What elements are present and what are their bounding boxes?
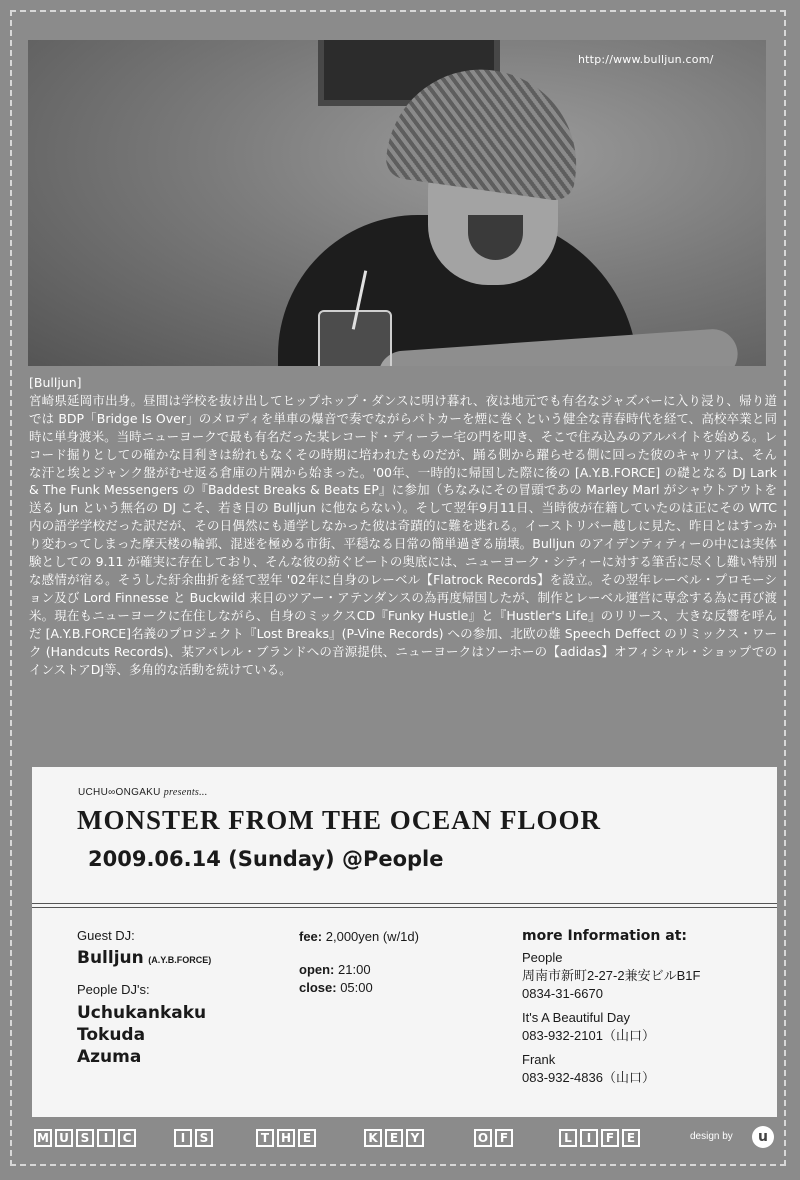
slogan-letter: M	[34, 1129, 52, 1147]
info-heading: more Information at:	[522, 928, 687, 944]
slogan-letter: E	[385, 1129, 403, 1147]
info-entry-beautiful-day	[522, 1009, 700, 1045]
close-value: 05:00	[340, 980, 373, 995]
presents-label: presents...	[163, 787, 208, 798]
slogan-letter: Y	[406, 1129, 424, 1147]
fees-column	[299, 928, 419, 997]
venue-name: People	[522, 950, 563, 965]
bio-text: 宮崎県延岡市出身。昼間は学校を抜け出してヒップホップ・ダンスに明け暮れ、夜は地元でも有名なジャズバーに入り浸り、帰り道では BDP「Bridge Is Over」のメロディを単車の爆音で奏でながらパトカーを煙に巻くという健全な青春時代を経て、高校卒業と同時に単身渡米。当時ニューヨークで最も有名だった某レコード・ディーラー宅の門を叩き、そこで住み込みのアルバイトを始める。レコード掘りとしての確かな目利きは紛れもなくその時期に培われたものだが、踊る側から躍らせる側に回った彼のキャリアは、そんな汗と埃とジャンク盤がむせ返る倉庫の片隅から始まった。'00年、一時的に帰国した際に後の [A.Y.B.FORCE] の礎となる DJ Lark & The Funk Messengers の『Baddest Breaks & Beats EP』に参加（ちなみにその冒頭であの Marley Marl がシャウトアウトを送る Jun という無名の DJ こそ、若き日の Bulljun に他ならない）。そして翌年9月11日、当時彼が在籍していたのは正にその WTC内の語学学校だった訳だが、その日偶然にも通学しなかった彼は奇蹟的に難を逃れる。イーストリバー越しに見た、昨日とはすっかり変わってしまった摩天楼の輪郭、混迷を極める市街、平穏なる日常の簡単過ぎる崩壊。Bulljun のアイデンティティーの中には実体験としての 9.11 が確実に存在しており、そんな彼の紡ぐビートの奥底には、ニューヨーク・シティーに対する筆舌に尽くし難い特別な感情が宿る。そうした紆余曲折を経て翌年 '02年に自身のレーベル【Flatrock Records】を設立。その翌年レーベル・プロモーション及び Lord Finnesse と Buckwild 来日のツアー・アテンダンスの為再度帰国したが、制作とレーベル運営に専念する為に再び渡米。現在もニューヨークに在住しながら、自身のミックスCD『Funky Hustle』と『Hustler's Life』のリリース、大きな反響を呼んだ [A.Y.B.FORCE]名義のプロジェクト『Lost Breaks』(P-Vine Records) への参加、北欧の雄 Speech Deffect のリミックス・ワーク (Handcuts Records)、某アパレル・ブランドへの音源提供、ニューヨークはソーホーの【adidas】オフィシャル・ショップでのインストアDJ等、多角的な活動を続けている。	[29, 392, 777, 677]
people-dj: Uchukankaku	[77, 1003, 207, 1023]
artist-bio	[29, 374, 777, 754]
artist-photo	[28, 40, 766, 366]
slogan-word	[174, 1127, 216, 1149]
slogan-letter: S	[76, 1129, 94, 1147]
open-label: open:	[299, 962, 335, 977]
slogan-letter: I	[97, 1129, 115, 1147]
slogan-word	[364, 1127, 427, 1149]
slogan-letter: C	[118, 1129, 136, 1147]
presenter-name: UCHU∞ONGAKU	[78, 787, 161, 798]
people-djs-label: People DJ's:	[77, 982, 150, 997]
slogan-word	[256, 1127, 319, 1149]
slogan-footer	[34, 1124, 774, 1154]
shop-phone: 083-932-2101（山口）	[522, 1028, 655, 1043]
slogan-letter: T	[256, 1129, 274, 1147]
design-credit: design by	[690, 1131, 733, 1142]
event-details-panel	[32, 912, 777, 1117]
open-value: 21:00	[338, 962, 371, 977]
guest-dj-affiliation: (A.Y.B.FORCE)	[148, 955, 212, 965]
event-date: 2009.06.14 (Sunday) @People	[88, 847, 444, 871]
people-dj: Tokuda	[77, 1025, 146, 1045]
fee-value: 2,000yen (w/1d)	[325, 929, 419, 944]
shop-name: It's A Beautiful Day	[522, 1010, 630, 1025]
people-dj: Azuma	[77, 1047, 142, 1067]
slogan-word	[474, 1127, 516, 1149]
bio-tag: [Bulljun]	[29, 375, 82, 390]
info-column	[522, 928, 700, 1087]
designer-logo-icon	[752, 1126, 774, 1148]
presenter-line	[78, 787, 208, 798]
event-header-panel	[32, 767, 777, 912]
guest-dj-label: Guest DJ:	[77, 928, 135, 943]
venue-address: 周南市新町2-27-2兼安ビルB1F	[522, 968, 701, 983]
info-entry-frank	[522, 1051, 700, 1087]
divider	[32, 903, 777, 904]
shop-phone: 083-932-4836（山口）	[522, 1070, 655, 1085]
logo-mark: u	[758, 1129, 768, 1145]
info-entry-people	[522, 949, 700, 1003]
divider	[32, 907, 777, 908]
close-label: close:	[299, 980, 337, 995]
website-url[interactable]: http://www.bulljun.com/	[578, 53, 714, 66]
event-title: MONSTER FROM THE OCEAN FLOOR	[77, 805, 602, 835]
fee-label: fee:	[299, 929, 323, 944]
slogan-letter: F	[495, 1129, 513, 1147]
lineup-column	[77, 928, 211, 1067]
slogan-letter: E	[298, 1129, 316, 1147]
slogan-letter: H	[277, 1129, 295, 1147]
guest-dj-name: Bulljun	[77, 948, 144, 968]
slogan-letter: E	[622, 1129, 640, 1147]
slogan-letter: U	[55, 1129, 73, 1147]
slogan-letter: I	[580, 1129, 598, 1147]
slogan-letter: L	[559, 1129, 577, 1147]
slogan-word	[34, 1127, 139, 1149]
slogan-letter: K	[364, 1129, 382, 1147]
slogan-letter: F	[601, 1129, 619, 1147]
slogan-word	[559, 1127, 643, 1149]
slogan-letter: I	[174, 1129, 192, 1147]
slogan-letter: S	[195, 1129, 213, 1147]
shop-name: Frank	[522, 1052, 556, 1067]
slogan-letter: O	[474, 1129, 492, 1147]
venue-phone: 0834-31-6670	[522, 986, 603, 1001]
